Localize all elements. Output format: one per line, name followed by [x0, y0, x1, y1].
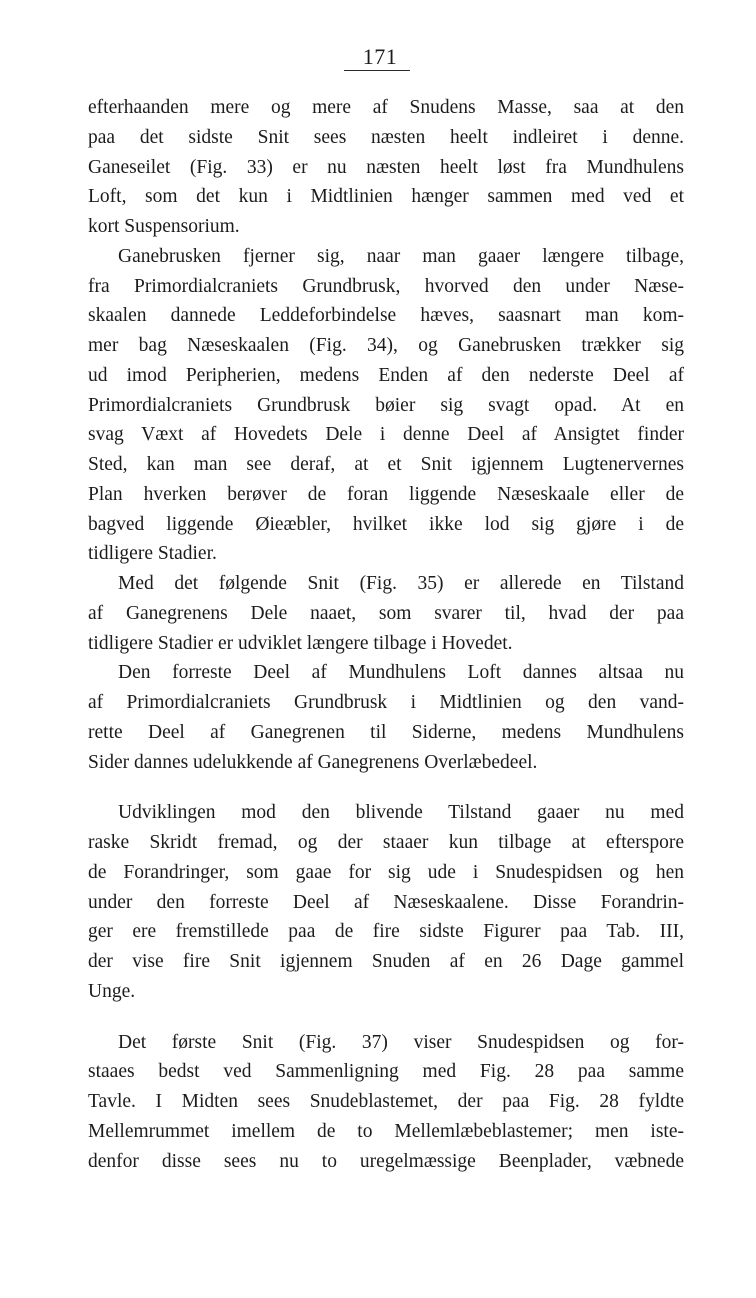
- text-line: tidligere Stadier.: [88, 543, 217, 565]
- text-line: ud imod Peripherien, medens Enden af den nederste Deel af: [88, 364, 684, 386]
- paragraph: [88, 658, 684, 777]
- paragraph: [88, 1028, 684, 1177]
- text-line: Loft, som det kun i Midtlinien hænger sammen med ved et: [88, 186, 684, 208]
- paragraph: [88, 569, 684, 658]
- text-line: Den forreste Deel af Mundhulens Loft dannes altsaa nu: [118, 662, 684, 684]
- text-line: tidligere Stadier er udviklet længere tilbage i Hovedet.: [88, 632, 513, 654]
- text-line: paa det sidste Snit sees næsten heelt indleiret i denne.: [88, 126, 684, 148]
- body-text: [88, 93, 684, 1176]
- text-line: ger ere fremstillede paa de fire sidste Figurer paa Tab. III,: [88, 921, 684, 943]
- paragraph-gap: [88, 777, 684, 798]
- text-line: Det første Snit (Fig. 37) viser Snudespidsen og for-: [118, 1031, 684, 1053]
- text-line: kort Suspensorium.: [88, 216, 240, 237]
- paragraph: [88, 93, 684, 242]
- text-line: Sted, kan man see deraf, at et Snit igjennem Lugtenervernes: [88, 454, 684, 475]
- text-line: skaalen dannede Leddeforbindelse hæves, saasnart man kom-: [88, 305, 684, 327]
- text-line: efterhaanden mere og mere af Snudens Masse, saa at den: [88, 97, 684, 118]
- text-line: Ganeseilet (Fig. 33) er nu næsten heelt løst fra Mundhulens: [88, 156, 684, 178]
- text-line: Med det følgende Snit (Fig. 35) er allerede en Tilstand: [118, 573, 684, 594]
- page-number-underline: [344, 70, 410, 71]
- text-line: af Primordialcraniets Grundbrusk i Midtlinien og den vand-: [88, 692, 684, 713]
- page-number: 171: [362, 44, 398, 69]
- paragraph: [88, 242, 684, 569]
- text-line: Mellemrummet imellem de to Mellemlæbeblastemer; men iste-: [88, 1120, 684, 1142]
- text-line: Unge.: [88, 980, 136, 1002]
- text-line: Primordialcraniets Grundbrusk bøier sig svagt opad. At en: [88, 394, 684, 416]
- text-line: fra Primordialcraniets Grundbrusk, hvorved den under Næse-: [88, 275, 684, 297]
- text-line: Udviklingen mod den blivende Tilstand gaaer nu med: [118, 802, 684, 824]
- text-line: de Forandringer, som gaae for sig ude i Snudespidsen og hen: [88, 861, 684, 883]
- paragraph: [88, 798, 684, 1006]
- text-line: mer bag Næseskaalen (Fig. 34), og Ganebrusken trækker sig: [88, 335, 684, 356]
- text-line: Tavle. I Midten sees Snudeblastemet, der paa Fig. 28 fyldte: [88, 1091, 684, 1112]
- text-line: under den forreste Deel af Næseskaalene. Disse Forandrin-: [88, 891, 684, 913]
- text-line: staaes bedst ved Sammenligning med Fig. 28 paa samme: [88, 1061, 684, 1083]
- text-line: af Ganegrenens Dele naaet, som svarer til, hvad der paa: [88, 602, 684, 624]
- text-line: denfor disse sees nu to uregelmæssige Beenplader, væbnede: [88, 1150, 684, 1172]
- text-line: bagved liggende Øieæbler, hvilket ikke lod sig gjøre i de: [88, 513, 684, 535]
- text-line: svag Væxt af Hovedets Dele i denne Deel af Ansigtet finder: [88, 424, 684, 446]
- text-line: Plan hverken berøver de foran liggende Næseskaale eller de: [88, 483, 684, 505]
- text-line: rette Deel af Ganegrenen til Siderne, medens Mundhulens: [88, 721, 684, 743]
- text-line: raske Skridt fremad, og der staaer kun tilbage at efterspore: [88, 832, 684, 853]
- text-line: der vise fire Snit igjennem Snuden af en 26 Dage gammel: [88, 951, 684, 972]
- text-line: Ganebrusken fjerner sig, naar man gaaer længere tilbage,: [118, 245, 684, 267]
- text-line: Sider dannes udelukkende af Ganegrenens Overlæbedeel.: [88, 751, 538, 773]
- paragraph-gap: [88, 1007, 684, 1028]
